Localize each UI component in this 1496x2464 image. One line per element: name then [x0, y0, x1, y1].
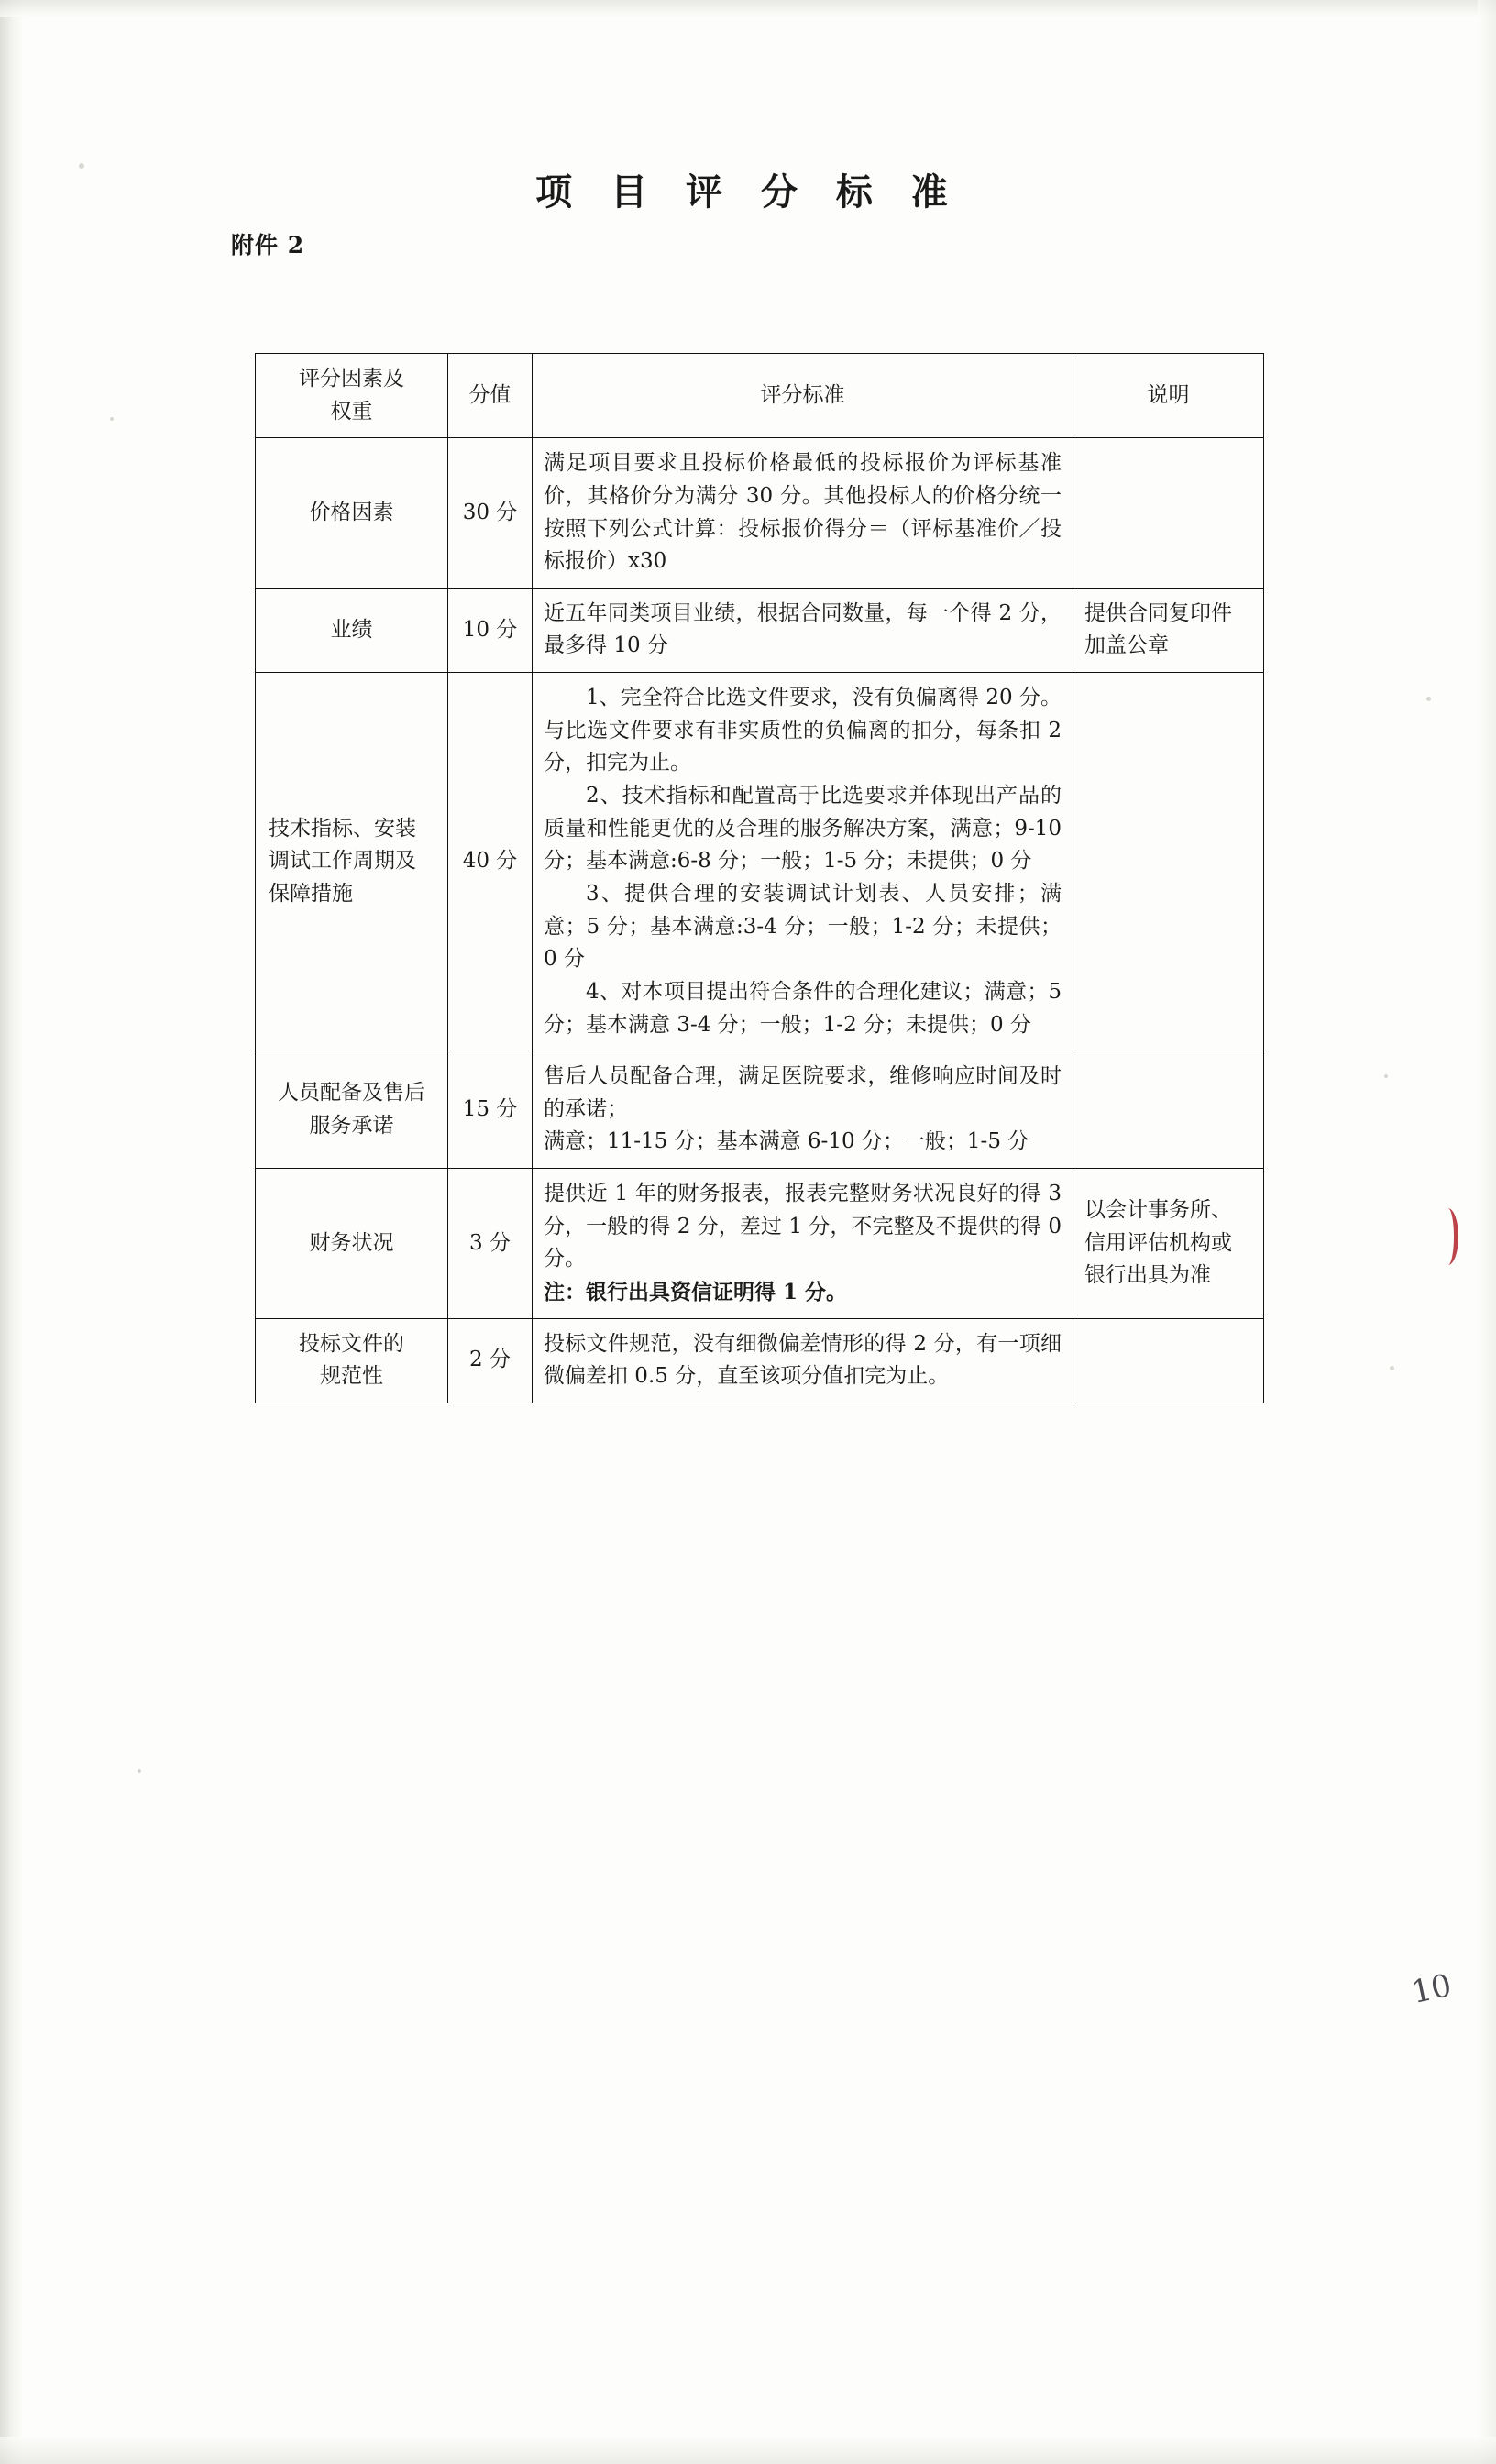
scan-edge-bottom	[0, 2436, 1496, 2464]
criteria-paragraph: 提供近 1 年的财务报表，报表完整财务状况良好的得 3 分，一般的得 2 分，差过 1 分，不完整及不提供的得 0 分。	[544, 1182, 1062, 1271]
scan-speck	[110, 417, 114, 421]
column-header-factor-line1: 评分因素及	[299, 367, 404, 390]
row-score: 15 分	[448, 1051, 533, 1169]
row-note-line2: 加盖公章	[1084, 633, 1169, 658]
row-note	[1073, 1169, 1264, 1319]
scan-speck	[1390, 1366, 1394, 1370]
red-ink-mark	[1441, 1208, 1458, 1265]
row-factor: 业绩	[256, 588, 448, 672]
row-score: 3 分	[448, 1169, 533, 1319]
scan-speck	[1426, 697, 1431, 701]
row-note	[1073, 1318, 1264, 1402]
row-score: 10 分	[448, 588, 533, 672]
row-factor	[256, 1051, 448, 1169]
handwritten-page-number: 10	[1408, 1966, 1455, 2012]
row-note-line1: 提供合同复印件	[1084, 600, 1232, 625]
criteria-paragraph: 4、对本项目提出符合条件的合理化建议；满意；5 分；基本满意 3-4 分；一般；1-2 分；未提供；0 分	[544, 979, 1062, 1037]
row-factor-line2: 调试工作周期及	[269, 849, 416, 874]
row-score: 40 分	[448, 673, 533, 1051]
attachment-label: 附件 2	[231, 232, 305, 258]
row-criteria	[533, 588, 1073, 672]
scan-edge-left	[0, 0, 24, 2464]
criteria-paragraph-note: 注：银行出具资信证明得 1 分。	[544, 1280, 848, 1305]
row-factor	[256, 673, 448, 1051]
row-score: 2 分	[448, 1318, 533, 1402]
row-factor: 价格因素	[256, 438, 448, 588]
column-header-factor	[256, 354, 448, 438]
row-factor-line2: 规范性	[320, 1364, 383, 1389]
row-criteria	[533, 438, 1073, 588]
row-criteria	[533, 1051, 1073, 1169]
row-criteria	[533, 673, 1073, 1051]
row-note	[1073, 438, 1264, 588]
criteria-paragraph: 2、技术指标和配置高于比选要求并体现出产品的质量和性能更优的及合理的服务解决方案，满意；9-10 分；基本满意:6-8 分；一般；1-5 分；未提供；0 分	[544, 784, 1062, 874]
scan-edge-right	[1478, 0, 1496, 2464]
row-factor: 财务状况	[256, 1169, 448, 1319]
criteria-paragraph: 3、提供合理的安装调试计划表、人员安排；满意；5 分；基本满意:3-4 分；一般；1-2 分；未提供；0 分	[544, 881, 1062, 972]
row-note	[1073, 673, 1264, 1051]
scan-edge-top	[0, 0, 1496, 16]
row-note-line3: 银行出具为准	[1084, 1263, 1211, 1288]
criteria-paragraph: 满意；11-15 分；基本满意 6-10 分；一般；1-5 分	[544, 1129, 1029, 1154]
row-criteria	[533, 1318, 1073, 1402]
table-row	[256, 673, 1264, 1051]
table-row	[256, 588, 1264, 672]
criteria-paragraph: 投标文件规范，没有细微偏差情形的得 2 分，有一项细微偏差扣 0.5 分，直至该项分值扣完为止。	[544, 1331, 1062, 1389]
row-factor-line2: 服务承诺	[309, 1113, 394, 1138]
row-factor-line3: 保障措施	[269, 881, 353, 906]
row-note-line1: 以会计事务所、	[1084, 1197, 1232, 1222]
scoring-criteria-table	[255, 353, 1264, 1403]
criteria-paragraph: 满足项目要求且投标价格最低的投标报价为评标基准价，其格价分为满分 30 分。其他投标人的价格分统一按照下列公式计算：投标报价得分＝（评标基准价／投标报价）x30	[544, 451, 1062, 574]
criteria-paragraph: 近五年同类项目业绩，根据合同数量，每一个得 2 分，最多得 10 分	[544, 600, 1062, 658]
table-row	[256, 1169, 1264, 1319]
column-header-factor-line2: 权重	[330, 399, 373, 424]
row-factor-line1: 投标文件的	[299, 1331, 404, 1356]
row-score: 30 分	[448, 438, 533, 588]
row-factor	[256, 1318, 448, 1402]
column-header-criteria: 评分标准	[533, 354, 1073, 438]
criteria-paragraph: 1、完全符合比选文件要求，没有负偏离得 20 分。与比选文件要求有非实质性的负偏离的扣分，每条扣 2 分，扣完为止。	[544, 686, 1062, 776]
page-title: 项 目 评 分 标 准	[535, 170, 961, 214]
row-criteria	[533, 1169, 1073, 1319]
row-note	[1073, 1051, 1264, 1169]
scan-speck	[1384, 1074, 1388, 1078]
column-header-score: 分值	[448, 354, 533, 438]
row-factor-line1: 人员配备及售后	[278, 1080, 425, 1105]
table-row	[256, 1318, 1264, 1402]
column-header-note: 说明	[1073, 354, 1264, 438]
table-row	[256, 1051, 1264, 1169]
criteria-paragraph: 售后人员配备合理，满足医院要求，维修响应时间及时的承诺；	[544, 1064, 1062, 1121]
table-row	[256, 438, 1264, 588]
scan-speck	[138, 1769, 141, 1773]
row-factor-line1: 技术指标、安装	[269, 816, 416, 841]
table-header-row	[256, 354, 1264, 438]
row-note-line2: 信用评估机构或	[1084, 1230, 1232, 1255]
row-note	[1073, 588, 1264, 672]
